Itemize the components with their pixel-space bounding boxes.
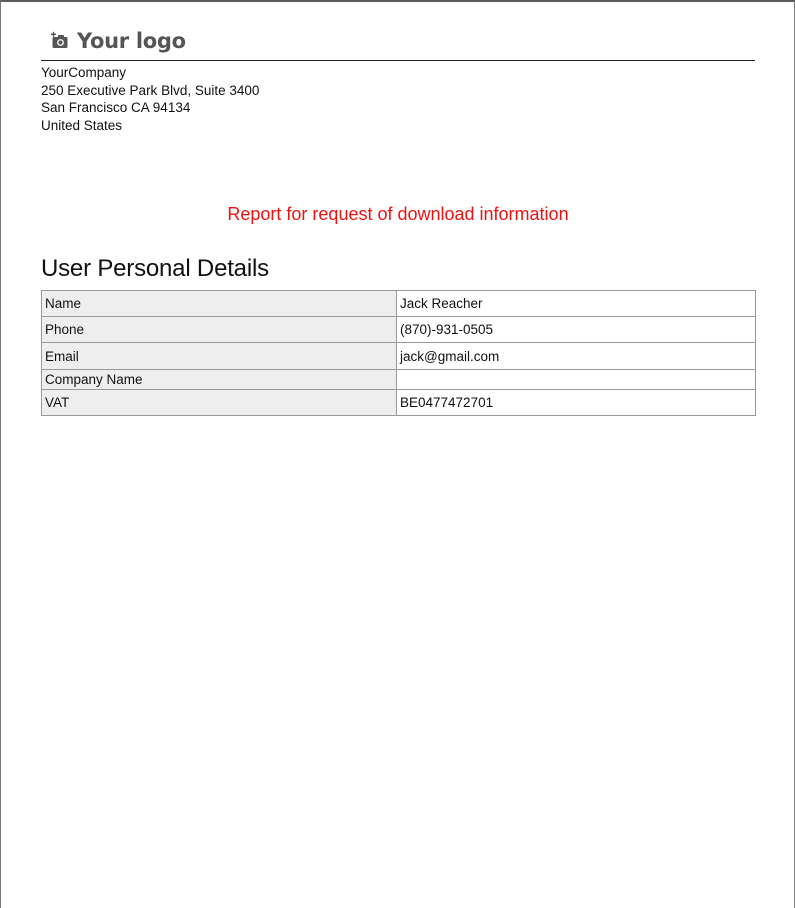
company-city: San Francisco CA 94134 (41, 100, 191, 115)
row-value: BE0477472701 (397, 390, 756, 416)
report-title: Report for request of download information (227, 204, 569, 224)
company-name: YourCompany (41, 65, 127, 80)
table-row (42, 291, 756, 317)
row-label: Email (42, 343, 397, 370)
header-divider (41, 60, 755, 61)
personal-details-table (41, 290, 756, 416)
row-value: (870)-931-0505 (397, 317, 756, 343)
company-logo (50, 28, 186, 54)
row-label: VAT (42, 390, 397, 416)
camera-plus-icon (50, 31, 70, 51)
section-title: User Personal Details (41, 255, 269, 282)
company-country: United States (41, 117, 123, 133)
row-label: Company Name (42, 370, 397, 390)
table-row (42, 370, 756, 390)
table-row (42, 390, 756, 416)
row-label: Name (42, 291, 397, 317)
row-value: jack@gmail.com (397, 343, 756, 370)
logo-text: Your logo (77, 29, 186, 53)
row-label: Phone (42, 317, 397, 343)
row-value: Jack Reacher (397, 291, 756, 317)
table-row (42, 317, 756, 343)
company-street: 250 Executive Park Blvd, Suite 3400 (41, 82, 260, 98)
table-row (42, 343, 756, 370)
row-value (397, 370, 756, 390)
company-address (41, 64, 259, 134)
